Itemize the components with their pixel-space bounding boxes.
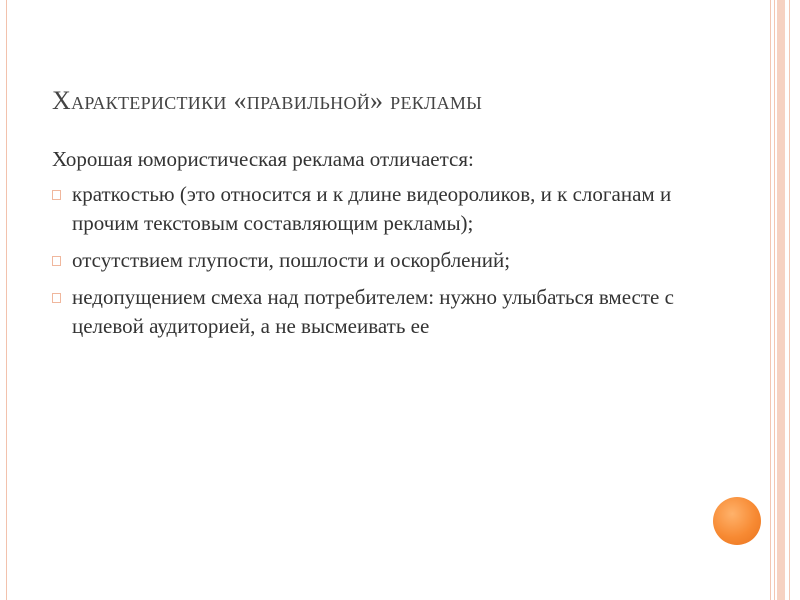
hollow-square-icon (52, 256, 61, 266)
right-frame-line (770, 0, 771, 600)
bullet-item (52, 180, 732, 238)
bullet-item (52, 283, 732, 341)
bullet-item (52, 246, 732, 275)
right-frame-band (777, 0, 785, 600)
right-frame-line (774, 0, 775, 600)
left-frame-line (6, 0, 7, 600)
bullet-list (52, 180, 732, 341)
bullet-text: недопущением смеха над потребителем: нужно улыбаться вместе с целевой аудиторией, а не высмеивать ее (72, 285, 674, 338)
orange-circle-icon (713, 497, 761, 545)
right-frame-line (789, 0, 790, 600)
hollow-square-icon (52, 293, 61, 303)
hollow-square-icon (52, 190, 61, 200)
bullet-text: отсутствием глупости, пошлости и оскорблений; (72, 248, 511, 272)
slide-body (52, 145, 732, 349)
slide-title: Характеристики «правильной» рекламы (52, 86, 483, 115)
intro-text: Хорошая юмористическая реклама отличается: (52, 147, 474, 171)
bullet-text: краткостью (это относится и к длине видеороликов, и к слоганам и прочим текстовым составляющим рекламы); (72, 182, 672, 235)
